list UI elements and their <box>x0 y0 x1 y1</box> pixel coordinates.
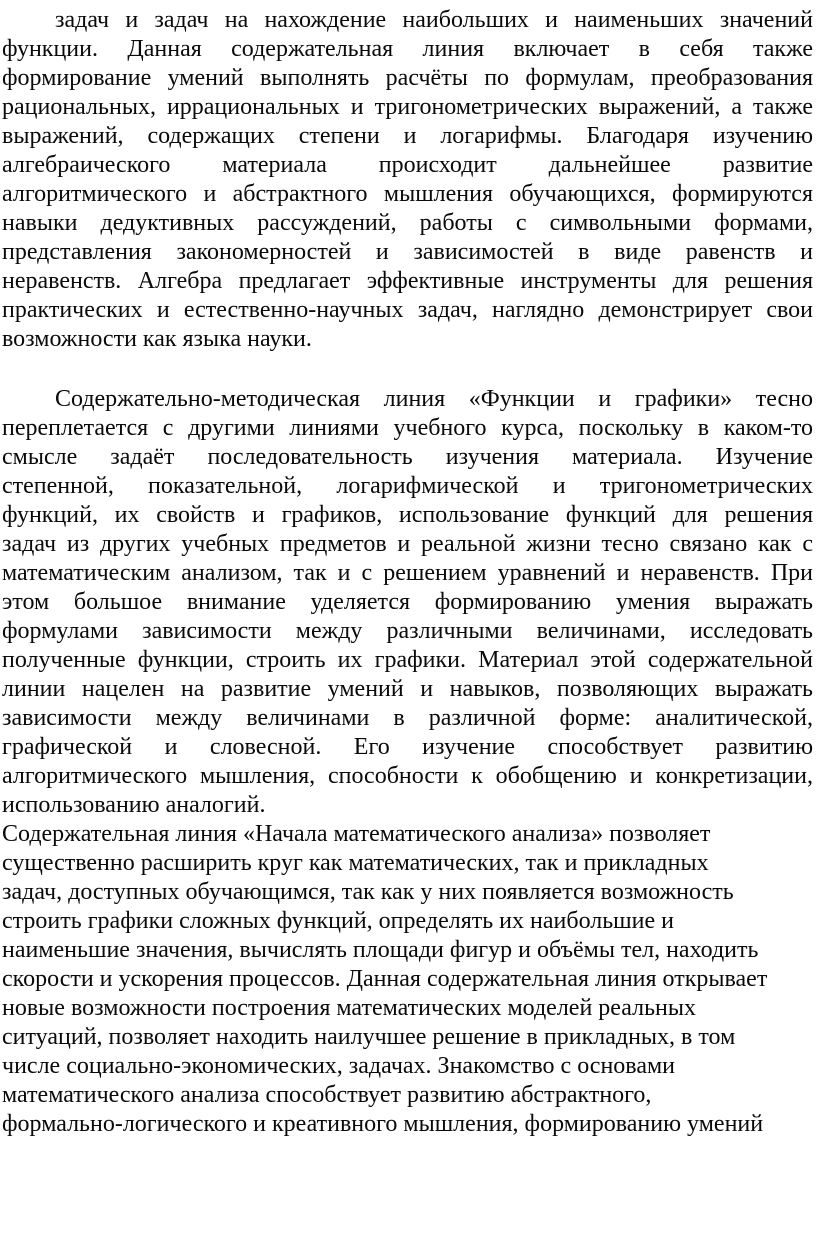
text-line: математическим анализом, так и с решением уравнений и неравенств. При <box>2 560 813 586</box>
text-line: существенно расширить круг как математических, так и прикладных <box>2 850 709 876</box>
text-line: задач, доступных обучающимся, так как у них появляется возможность <box>2 879 734 905</box>
text-line: возможности как языка науки. <box>2 326 312 352</box>
text-line: числе социально-экономических, задачах. Знакомство с основами <box>2 1053 675 1079</box>
text-line: строить графики сложных функций, определять их наибольшие и <box>2 908 674 934</box>
text-line: графической и словесной. Его изучение способствует развитию <box>2 734 813 760</box>
text-line: ситуаций, позволяет находить наилучшее решение в прикладных, в том <box>2 1024 736 1050</box>
text-line: функций, их свойств и графиков, использование функций для решения <box>2 502 813 528</box>
text-line: этом большое внимание уделяется формированию умения выражать <box>2 589 813 615</box>
text-line: выражений, содержащих степени и логарифмы. Благодаря изучению <box>2 123 813 149</box>
text-line: формально-логического и креативного мышления, формированию умений <box>2 1111 764 1137</box>
text-line: формирование умений выполнять расчёты по формулам, преобразования <box>2 65 813 91</box>
text-line: математического анализа способствует развитию абстрактного, <box>2 1082 652 1108</box>
text-line: скорости и ускорения процессов. Данная содержательная линия открывает <box>2 966 768 992</box>
text-line: линии нацелен на развитие умений и навыков, позволяющих выражать <box>2 676 813 702</box>
text-line: неравенств. Алгебра предлагает эффективные инструменты для решения <box>2 268 813 294</box>
text-line: представления закономерностей и зависимостей в виде равенств и <box>2 239 813 265</box>
text-line: использованию аналогий. <box>2 792 266 818</box>
text-line: Содержательная линия «Начала математического анализа» позволяет <box>2 821 711 847</box>
text-line: навыки дедуктивных рассуждений, работы с символьными формами, <box>2 210 813 236</box>
text-line: рациональных, иррациональных и тригонометрических выражений, а также <box>2 94 813 120</box>
text-line: полученные функции, строить их графики. Материал этой содержательной <box>2 647 813 673</box>
text-line: новые возможности построения математических моделей реальных <box>2 995 696 1021</box>
text-line: наименьшие значения, вычислять площади фигур и объёмы тел, находить <box>2 937 759 963</box>
text-line: алгебраического материала происходит дальнейшее развитие <box>2 152 813 178</box>
text-line: задач из других учебных предметов и реальной жизни тесно связано как с <box>2 531 813 557</box>
text-line: смысле задаёт последовательность изучения материала. Изучение <box>2 444 813 470</box>
text-line: Содержательно-методическая линия «Функции и графики» тесно <box>55 386 813 412</box>
text-line: формулами зависимости между различными величинами, исследовать <box>2 618 813 644</box>
text-line: зависимости между величинами в различной форме: аналитической, <box>2 705 813 731</box>
text-line: практических и естественно-научных задач, наглядно демонстрирует свои <box>2 297 813 323</box>
text-line: функции. Данная содержательная линия включает в себя также <box>2 36 813 62</box>
text-line: задач и задач на нахождение наибольших и наименьших значений <box>55 7 813 33</box>
text-line: степенной, показательной, логарифмической и тригонометрических <box>2 473 813 499</box>
text-line: переплетается с другими линиями учебного курса, поскольку в каком-то <box>2 415 813 441</box>
text-line: алгоритмического и абстрактного мышления обучающихся, формируются <box>2 181 813 207</box>
text-line: алгоритмического мышления, способности к обобщению и конкретизации, <box>2 763 813 789</box>
